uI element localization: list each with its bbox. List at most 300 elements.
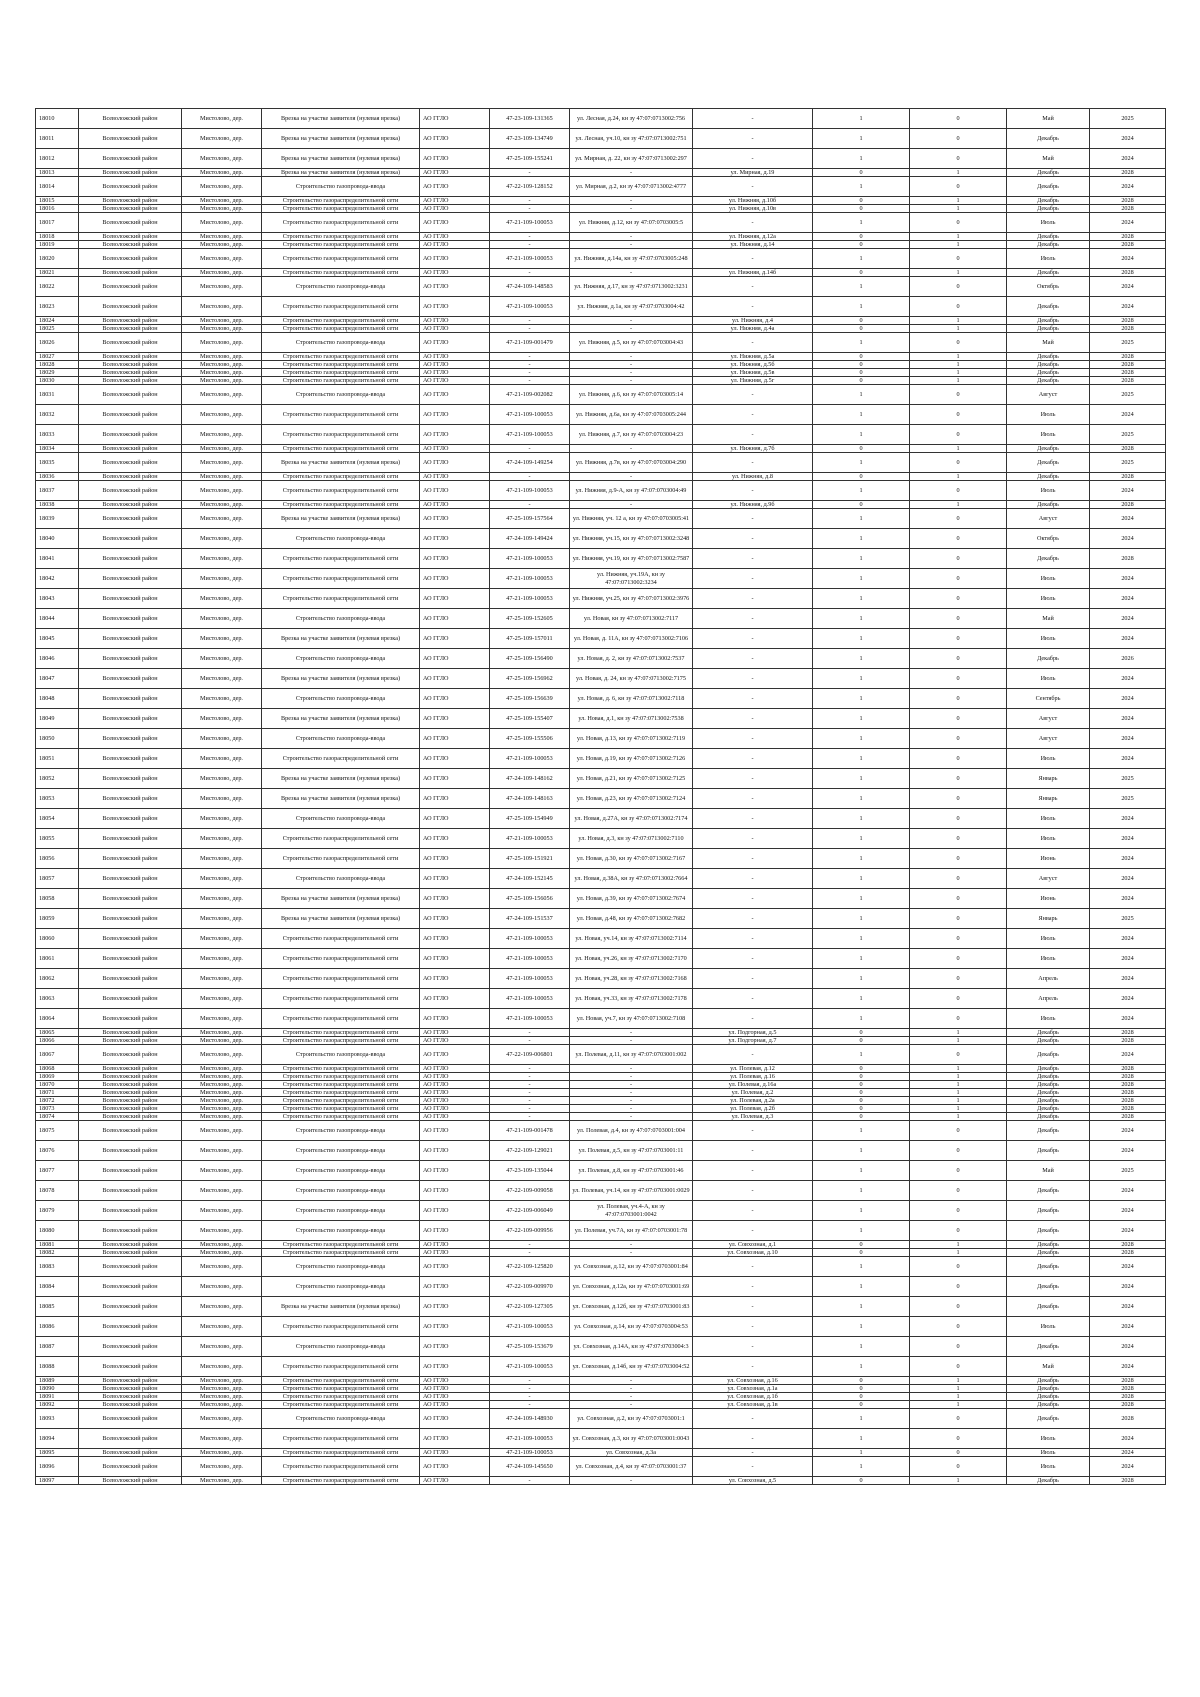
application-number-cell: - xyxy=(490,269,570,277)
work-type-cell: Строительство газораспределительной сети xyxy=(262,1081,420,1089)
work-type-cell: Строительство газопровода-ввода xyxy=(262,689,420,709)
count-a-cell: 1 xyxy=(813,1277,910,1297)
application-number-cell: 47-22-109-006049 xyxy=(490,1201,570,1221)
organization-cell: АО ГГЛО xyxy=(420,869,490,889)
month-cell: Декабрь xyxy=(1007,369,1090,377)
work-type-cell: Врезка на участке заявителя (нулевая врезка) xyxy=(262,1297,420,1317)
address-cell: - xyxy=(693,549,813,569)
address-cell: - xyxy=(693,789,813,809)
year-cell: 2024 xyxy=(1090,529,1166,549)
month-cell: Декабрь xyxy=(1007,1337,1090,1357)
month-cell: Июль xyxy=(1007,405,1090,425)
row-number-cell: 18081 xyxy=(36,1241,79,1249)
address-cadastral-cell: ул. Новая, д.3, кн зу 47:07:0713002:7110 xyxy=(570,829,693,849)
organization-cell: АО ГГЛО xyxy=(420,1065,490,1073)
application-number-cell: 47-21-109-100053 xyxy=(490,1357,570,1377)
district-cell: Всеволожский район xyxy=(79,317,182,325)
count-b-cell: 0 xyxy=(910,277,1007,297)
organization-cell: АО ГГЛО xyxy=(420,325,490,333)
year-cell: 2024 xyxy=(1090,1277,1166,1297)
year-cell: 2024 xyxy=(1090,297,1166,317)
table-row xyxy=(36,1181,1166,1201)
district-cell: Всеволожский район xyxy=(79,385,182,405)
year-cell: 2024 xyxy=(1090,509,1166,529)
settlement-cell: Мистолово, дер. xyxy=(182,1297,262,1317)
application-number-cell: 47-22-109-009970 xyxy=(490,1277,570,1297)
application-number-cell: - xyxy=(490,1113,570,1121)
application-number-cell: 47-21-109-100053 xyxy=(490,829,570,849)
address-cadastral-cell: - xyxy=(570,197,693,205)
application-number-cell: - xyxy=(490,1241,570,1249)
work-type-cell: Строительство газораспределительной сети xyxy=(262,569,420,589)
district-cell: Всеволожский район xyxy=(79,1081,182,1089)
application-number-cell: 47-21-109-100053 xyxy=(490,1317,570,1337)
organization-cell: АО ГГЛО xyxy=(420,1457,490,1477)
district-cell: Всеволожский район xyxy=(79,529,182,549)
application-number-cell: 47-21-109-100053 xyxy=(490,549,570,569)
row-number-cell: 18076 xyxy=(36,1141,79,1161)
table-row xyxy=(36,509,1166,529)
year-cell: 2024 xyxy=(1090,749,1166,769)
settlement-cell: Мистолово, дер. xyxy=(182,1241,262,1249)
table-row xyxy=(36,249,1166,269)
month-cell: Июль xyxy=(1007,481,1090,501)
row-number-cell: 18032 xyxy=(36,405,79,425)
settlement-cell: Мистолово, дер. xyxy=(182,1065,262,1073)
district-cell: Всеволожский район xyxy=(79,1037,182,1045)
table-row xyxy=(36,709,1166,729)
address-cell: - xyxy=(693,333,813,353)
organization-cell: АО ГГЛО xyxy=(420,1221,490,1241)
address-cadastral-cell: ул. Новая, д.48, кн зу 47:07:0713002:7682 xyxy=(570,909,693,929)
count-b-cell: 0 xyxy=(910,509,1007,529)
application-number-cell: - xyxy=(490,1073,570,1081)
address-cell: ул. Мирная, д.19 xyxy=(693,169,813,177)
address-cadastral-cell: - xyxy=(570,1073,693,1081)
organization-cell: АО ГГЛО xyxy=(420,1429,490,1449)
year-cell: 2024 xyxy=(1090,249,1166,269)
row-number-cell: 18057 xyxy=(36,869,79,889)
count-b-cell: 0 xyxy=(910,869,1007,889)
year-cell: 2028 xyxy=(1090,1377,1166,1385)
settlement-cell: Мистолово, дер. xyxy=(182,709,262,729)
table-row xyxy=(36,473,1166,481)
year-cell: 2028 xyxy=(1090,1097,1166,1105)
district-cell: Всеволожский район xyxy=(79,405,182,425)
count-b-cell: 1 xyxy=(910,1401,1007,1409)
count-a-cell: 0 xyxy=(813,1073,910,1081)
table-row xyxy=(36,369,1166,377)
row-number-cell: 18017 xyxy=(36,213,79,233)
address-cadastral-cell: ул. Нижняя, д.5, кн зу 47:07:0703004:43 xyxy=(570,333,693,353)
address-cadastral-cell: ул. Полевая, уч.4-А, кн зу 47:07:0703001:0042 xyxy=(570,1201,693,1221)
organization-cell: АО ГГЛО xyxy=(420,589,490,609)
application-number-cell: - xyxy=(490,1029,570,1037)
address-cadastral-cell: ул. Новая, д.27А, кн зу 47:07:0713002:7174 xyxy=(570,809,693,829)
month-cell: Октябрь xyxy=(1007,277,1090,297)
work-type-cell: Строительство газопровода-ввода xyxy=(262,1045,420,1065)
address-cadastral-cell: ул. Новая, д.38А, кн зу 47:07:0713002:7664 xyxy=(570,869,693,889)
count-a-cell: 1 xyxy=(813,385,910,405)
district-cell: Всеволожский район xyxy=(79,109,182,129)
district-cell: Всеволожский район xyxy=(79,1393,182,1401)
count-a-cell: 1 xyxy=(813,453,910,473)
organization-cell: АО ГГЛО xyxy=(420,669,490,689)
count-a-cell: 0 xyxy=(813,269,910,277)
address-cadastral-cell: - xyxy=(570,325,693,333)
work-type-cell: Строительство газораспределительной сети xyxy=(262,1429,420,1449)
application-number-cell: - xyxy=(490,241,570,249)
address-cell: ул. Полевая, д.16а xyxy=(693,1081,813,1089)
row-number-cell: 18091 xyxy=(36,1393,79,1401)
address-cadastral-cell: ул. Совхозная, д.4, кн зу 47:07:0703001:37 xyxy=(570,1457,693,1477)
count-b-cell: 1 xyxy=(910,1393,1007,1401)
organization-cell: АО ГГЛО xyxy=(420,233,490,241)
row-number-cell: 18059 xyxy=(36,909,79,929)
settlement-cell: Мистолово, дер. xyxy=(182,1277,262,1297)
year-cell: 2028 xyxy=(1090,1089,1166,1097)
district-cell: Всеволожский район xyxy=(79,149,182,169)
district-cell: Всеволожский район xyxy=(79,649,182,669)
count-a-cell: 1 xyxy=(813,849,910,869)
organization-cell: АО ГГЛО xyxy=(420,1161,490,1181)
settlement-cell: Мистолово, дер. xyxy=(182,1089,262,1097)
address-cell: - xyxy=(693,297,813,317)
application-number-cell: 47-22-109-129021 xyxy=(490,1141,570,1161)
address-cadastral-cell: ул. Новая, д.19, кн зу 47:07:0713002:7126 xyxy=(570,749,693,769)
row-number-cell: 18073 xyxy=(36,1105,79,1113)
month-cell: Июль xyxy=(1007,829,1090,849)
settlement-cell: Мистолово, дер. xyxy=(182,589,262,609)
year-cell: 2028 xyxy=(1090,1249,1166,1257)
month-cell: Декабрь xyxy=(1007,1121,1090,1141)
application-number-cell: 47-24-109-151537 xyxy=(490,909,570,929)
address-cell: - xyxy=(693,989,813,1009)
work-type-cell: Строительство газопровода-ввода xyxy=(262,1277,420,1297)
table-row xyxy=(36,1357,1166,1377)
district-cell: Всеволожский район xyxy=(79,1181,182,1201)
organization-cell: АО ГГЛО xyxy=(420,709,490,729)
table-row xyxy=(36,1249,1166,1257)
address-cadastral-cell: - xyxy=(570,1401,693,1409)
work-type-cell: Строительство газораспределительной сети xyxy=(262,249,420,269)
organization-cell: АО ГГЛО xyxy=(420,1241,490,1249)
month-cell: Декабрь xyxy=(1007,1097,1090,1105)
address-cell: ул. Совхозная, д.1 xyxy=(693,1241,813,1249)
settlement-cell: Мистолово, дер. xyxy=(182,669,262,689)
year-cell: 2028 xyxy=(1090,269,1166,277)
count-a-cell: 1 xyxy=(813,1317,910,1337)
address-cadastral-cell: ул. Нижняя, д.6а, кн зу 47:07:0703005:244 xyxy=(570,405,693,425)
address-cadastral-cell: ул. Нижняя, уч.15, кн зу 47:07:0713002:3248 xyxy=(570,529,693,549)
count-b-cell: 1 xyxy=(910,1241,1007,1249)
table-row xyxy=(36,1161,1166,1181)
table-row xyxy=(36,1337,1166,1357)
year-cell: 2028 xyxy=(1090,445,1166,453)
table-row xyxy=(36,889,1166,909)
district-cell: Всеволожский район xyxy=(79,1241,182,1249)
count-a-cell: 1 xyxy=(813,789,910,809)
address-cell: ул. Совхозная, д.10 xyxy=(693,1249,813,1257)
address-cadastral-cell: ул. Мирная, д. 22, кн зу 47:07:0713002:297 xyxy=(570,149,693,169)
application-number-cell: 47-25-109-156962 xyxy=(490,669,570,689)
month-cell: Июль xyxy=(1007,1317,1090,1337)
organization-cell: АО ГГЛО xyxy=(420,929,490,949)
year-cell: 2024 xyxy=(1090,1045,1166,1065)
year-cell: 2024 xyxy=(1090,481,1166,501)
table-row xyxy=(36,769,1166,789)
district-cell: Всеволожский район xyxy=(79,213,182,233)
row-number-cell: 18049 xyxy=(36,709,79,729)
count-b-cell: 1 xyxy=(910,317,1007,325)
district-cell: Всеволожский район xyxy=(79,1009,182,1029)
application-number-cell: 47-23-109-131365 xyxy=(490,109,570,129)
year-cell: 2028 xyxy=(1090,549,1166,569)
month-cell: Декабрь xyxy=(1007,1257,1090,1277)
count-b-cell: 1 xyxy=(910,1385,1007,1393)
address-cadastral-cell: ул. Нижняя, уч.19А, кн зу 47:07:0713002:3234 xyxy=(570,569,693,589)
table-row xyxy=(36,629,1166,649)
year-cell: 2028 xyxy=(1090,501,1166,509)
table-row xyxy=(36,1393,1166,1401)
month-cell: Июль xyxy=(1007,1457,1090,1477)
district-cell: Всеволожский район xyxy=(79,1249,182,1257)
address-cadastral-cell: ул. Нижняя, д.7в, кн зу 47:07:0703004:290 xyxy=(570,453,693,473)
settlement-cell: Мистолово, дер. xyxy=(182,889,262,909)
work-type-cell: Строительство газораспределительной сети xyxy=(262,369,420,377)
settlement-cell: Мистолово, дер. xyxy=(182,353,262,361)
year-cell: 2024 xyxy=(1090,589,1166,609)
address-cadastral-cell: - xyxy=(570,473,693,481)
table-row xyxy=(36,1241,1166,1249)
address-cell: - xyxy=(693,889,813,909)
count-a-cell: 0 xyxy=(813,1037,910,1045)
organization-cell: АО ГГЛО xyxy=(420,213,490,233)
table-row xyxy=(36,1429,1166,1449)
count-a-cell: 1 xyxy=(813,609,910,629)
district-cell: Всеволожский район xyxy=(79,481,182,501)
row-number-cell: 18025 xyxy=(36,325,79,333)
table-row xyxy=(36,129,1166,149)
count-a-cell: 1 xyxy=(813,1409,910,1429)
work-type-cell: Строительство газопровода-ввода xyxy=(262,609,420,629)
row-number-cell: 18053 xyxy=(36,789,79,809)
district-cell: Всеволожский район xyxy=(79,769,182,789)
address-cadastral-cell: ул. Нижняя, д.7, кн зу 47:07:0703004:23 xyxy=(570,425,693,445)
count-a-cell: 0 xyxy=(813,501,910,509)
row-number-cell: 18013 xyxy=(36,169,79,177)
table-row xyxy=(36,609,1166,629)
month-cell: Июль xyxy=(1007,669,1090,689)
application-number-cell: - xyxy=(490,1385,570,1393)
district-cell: Всеволожский район xyxy=(79,849,182,869)
month-cell: Май xyxy=(1007,149,1090,169)
table-row xyxy=(36,1073,1166,1081)
table-row xyxy=(36,1449,1166,1457)
address-cadastral-cell: ул. Нижняя, д.14а, кн зу 47:07:0703005:248 xyxy=(570,249,693,269)
count-b-cell: 1 xyxy=(910,369,1007,377)
district-cell: Всеволожский район xyxy=(79,1457,182,1477)
row-number-cell: 18010 xyxy=(36,109,79,129)
application-number-cell: - xyxy=(490,369,570,377)
row-number-cell: 18046 xyxy=(36,649,79,669)
address-cell: - xyxy=(693,1457,813,1477)
work-type-cell: Строительство газопровода-ввода xyxy=(262,1201,420,1221)
address-cell: - xyxy=(693,729,813,749)
address-cell: - xyxy=(693,425,813,445)
table-row xyxy=(36,1113,1166,1121)
address-cell: ул. Нижняя, д.5г xyxy=(693,377,813,385)
application-number-cell: - xyxy=(490,197,570,205)
row-number-cell: 18066 xyxy=(36,1037,79,1045)
address-cell: - xyxy=(693,909,813,929)
organization-cell: АО ГГЛО xyxy=(420,889,490,909)
month-cell: Май xyxy=(1007,333,1090,353)
table-row xyxy=(36,1141,1166,1161)
count-a-cell: 1 xyxy=(813,869,910,889)
address-cadastral-cell: - xyxy=(570,169,693,177)
address-cell: ул. Нижняя, д.4а xyxy=(693,325,813,333)
work-type-cell: Строительство газораспределительной сети xyxy=(262,1241,420,1249)
row-number-cell: 18022 xyxy=(36,277,79,297)
address-cell: - xyxy=(693,629,813,649)
settlement-cell: Мистолово, дер. xyxy=(182,1393,262,1401)
organization-cell: АО ГГЛО xyxy=(420,333,490,353)
count-b-cell: 1 xyxy=(910,169,1007,177)
month-cell: Январь xyxy=(1007,909,1090,929)
row-number-cell: 18034 xyxy=(36,445,79,453)
count-a-cell: 1 xyxy=(813,405,910,425)
month-cell: Январь xyxy=(1007,769,1090,789)
work-type-cell: Строительство газораспределительной сети xyxy=(262,297,420,317)
count-b-cell: 0 xyxy=(910,1201,1007,1221)
work-type-cell: Строительство газораспределительной сети xyxy=(262,829,420,849)
settlement-cell: Мистолово, дер. xyxy=(182,1097,262,1105)
year-cell: 2024 xyxy=(1090,1297,1166,1317)
organization-cell: АО ГГЛО xyxy=(420,1357,490,1377)
application-number-cell: 47-22-109-009058 xyxy=(490,1181,570,1201)
count-a-cell: 0 xyxy=(813,1081,910,1089)
address-cadastral-cell: ул. Лесная, д.24, кн зу 47:07:0713002:756 xyxy=(570,109,693,129)
count-a-cell: 1 xyxy=(813,277,910,297)
address-cell: ул. Полевая, д.2а xyxy=(693,1097,813,1105)
address-cell: - xyxy=(693,669,813,689)
row-number-cell: 18036 xyxy=(36,473,79,481)
count-a-cell: 0 xyxy=(813,1377,910,1385)
count-b-cell: 1 xyxy=(910,1377,1007,1385)
settlement-cell: Мистолово, дер. xyxy=(182,789,262,809)
organization-cell: АО ГГЛО xyxy=(420,1317,490,1337)
count-b-cell: 0 xyxy=(910,849,1007,869)
count-b-cell: 0 xyxy=(910,569,1007,589)
application-number-cell: 47-22-109-006801 xyxy=(490,1045,570,1065)
year-cell: 2028 xyxy=(1090,1029,1166,1037)
count-b-cell: 0 xyxy=(910,709,1007,729)
organization-cell: АО ГГЛО xyxy=(420,425,490,445)
organization-cell: АО ГГЛО xyxy=(420,149,490,169)
work-type-cell: Строительство газораспределительной сети xyxy=(262,1357,420,1377)
settlement-cell: Мистолово, дер. xyxy=(182,1221,262,1241)
count-a-cell: 1 xyxy=(813,1121,910,1141)
count-b-cell: 1 xyxy=(910,1029,1007,1037)
application-number-cell: - xyxy=(490,325,570,333)
year-cell: 2024 xyxy=(1090,1221,1166,1241)
work-type-cell: Врезка на участке заявителя (нулевая врезка) xyxy=(262,629,420,649)
row-number-cell: 18040 xyxy=(36,529,79,549)
work-type-cell: Строительство газораспределительной сети xyxy=(262,1097,420,1105)
work-type-cell: Врезка на участке заявителя (нулевая врезка) xyxy=(262,909,420,929)
count-a-cell: 1 xyxy=(813,297,910,317)
organization-cell: АО ГГЛО xyxy=(420,129,490,149)
count-b-cell: 0 xyxy=(910,385,1007,405)
work-type-cell: Строительство газопровода-ввода xyxy=(262,1141,420,1161)
address-cadastral-cell: - xyxy=(570,1081,693,1089)
organization-cell: АО ГГЛО xyxy=(420,1477,490,1485)
month-cell: Декабрь xyxy=(1007,297,1090,317)
district-cell: Всеволожский район xyxy=(79,1377,182,1385)
settlement-cell: Мистолово, дер. xyxy=(182,1477,262,1485)
settlement-cell: Мистолово, дер. xyxy=(182,325,262,333)
district-cell: Всеволожский район xyxy=(79,249,182,269)
count-b-cell: 0 xyxy=(910,129,1007,149)
year-cell: 2024 xyxy=(1090,1141,1166,1161)
count-b-cell: 0 xyxy=(910,669,1007,689)
count-a-cell: 0 xyxy=(813,1385,910,1393)
address-cadastral-cell: ул. Полевая, д.4, кн зу 47:07:0703001:004 xyxy=(570,1121,693,1141)
row-number-cell: 18045 xyxy=(36,629,79,649)
district-cell: Всеволожский район xyxy=(79,569,182,589)
count-b-cell: 0 xyxy=(910,949,1007,969)
district-cell: Всеволожский район xyxy=(79,129,182,149)
year-cell: 2028 xyxy=(1090,353,1166,361)
application-number-cell: 47-24-109-148583 xyxy=(490,277,570,297)
application-number-cell: 47-21-109-100053 xyxy=(490,249,570,269)
address-cadastral-cell: - xyxy=(570,1393,693,1401)
organization-cell: АО ГГЛО xyxy=(420,1257,490,1277)
row-number-cell: 18094 xyxy=(36,1429,79,1449)
count-a-cell: 1 xyxy=(813,509,910,529)
year-cell: 2024 xyxy=(1090,849,1166,869)
organization-cell: АО ГГЛО xyxy=(420,377,490,385)
application-number-cell: 47-22-109-125820 xyxy=(490,1257,570,1277)
month-cell: Декабрь xyxy=(1007,1029,1090,1037)
month-cell: Декабрь xyxy=(1007,1045,1090,1065)
organization-cell: АО ГГЛО xyxy=(420,549,490,569)
table-row xyxy=(36,197,1166,205)
year-cell: 2024 xyxy=(1090,889,1166,909)
count-a-cell: 0 xyxy=(813,233,910,241)
organization-cell: АО ГГЛО xyxy=(420,789,490,809)
address-cell: ул. Совхозная, д.1в xyxy=(693,1401,813,1409)
count-b-cell: 0 xyxy=(910,929,1007,949)
address-cadastral-cell: - xyxy=(570,233,693,241)
row-number-cell: 18058 xyxy=(36,889,79,909)
count-b-cell: 1 xyxy=(910,1073,1007,1081)
row-number-cell: 18028 xyxy=(36,361,79,369)
count-b-cell: 0 xyxy=(910,789,1007,809)
year-cell: 2024 xyxy=(1090,949,1166,969)
month-cell: Июль xyxy=(1007,1449,1090,1457)
application-number-cell: 47-21-109-100053 xyxy=(490,969,570,989)
month-cell: Декабрь xyxy=(1007,1081,1090,1089)
work-type-cell: Строительство газопровода-ввода xyxy=(262,1409,420,1429)
count-b-cell: 0 xyxy=(910,1221,1007,1241)
count-a-cell: 1 xyxy=(813,569,910,589)
month-cell: Июль xyxy=(1007,809,1090,829)
month-cell: Декабрь xyxy=(1007,197,1090,205)
count-b-cell: 1 xyxy=(910,1477,1007,1485)
organization-cell: АО ГГЛО xyxy=(420,1297,490,1317)
